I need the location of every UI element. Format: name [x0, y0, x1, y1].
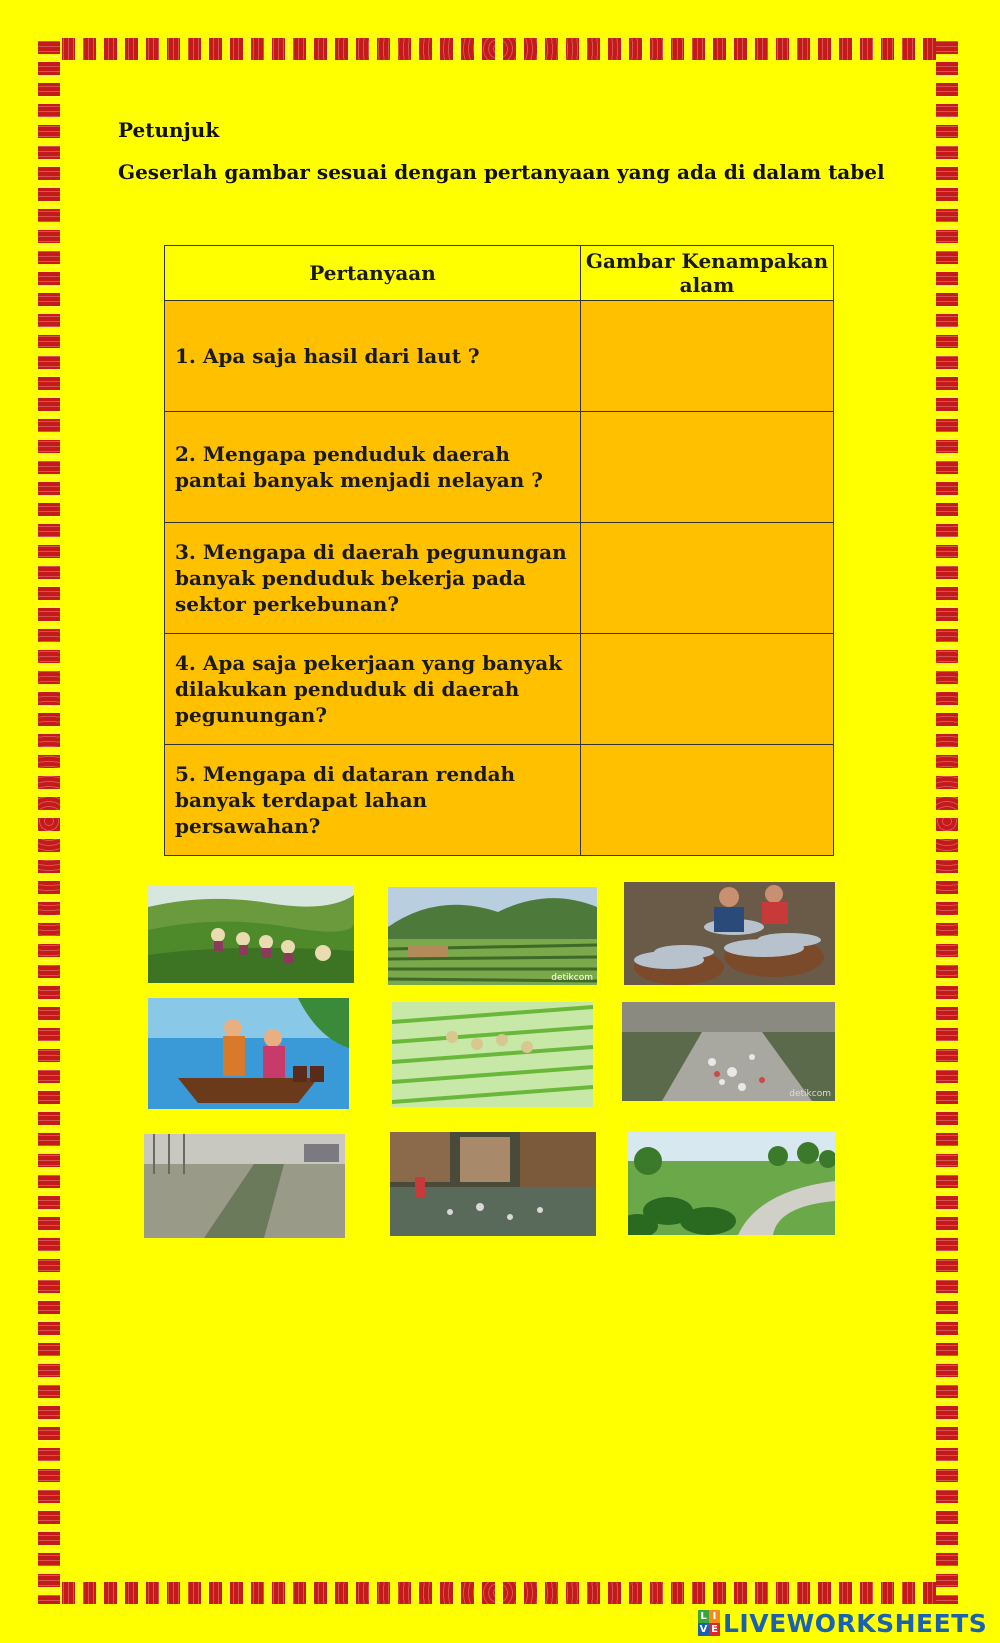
decorative-border-right	[936, 38, 958, 1604]
answer-dropzone-5[interactable]	[581, 745, 834, 856]
image-caption: detikcom	[789, 1089, 831, 1099]
table-row	[165, 412, 834, 523]
liveworksheets-logo	[698, 1608, 987, 1638]
decorative-border-bottom	[38, 1582, 958, 1604]
logo-mark-letter: L	[698, 1610, 709, 1623]
answer-dropzone-4[interactable]	[581, 634, 834, 745]
question-cell-1: 1. Apa saja hasil dari laut ?	[165, 301, 581, 412]
logo-mark-icon	[698, 1610, 720, 1636]
logo-mark-letter: V	[699, 1624, 708, 1635]
table-row	[165, 301, 834, 412]
draggable-image-valley-fields[interactable]	[388, 887, 597, 985]
answer-dropzone-1[interactable]	[581, 301, 834, 412]
logo-mark-letter: I	[709, 1610, 720, 1623]
instructions-text: Geserlah gambar sesuai dengan pertanyaan yang ada di dalam tabel	[118, 160, 885, 184]
decorative-border-left	[38, 38, 60, 1604]
table-row	[165, 523, 834, 634]
draggable-image-fishermen-painting[interactable]	[148, 998, 349, 1109]
draggable-image-tea-plantation[interactable]	[148, 885, 354, 983]
draggable-image-rice-planting[interactable]	[392, 1002, 593, 1107]
table-header-row	[165, 246, 834, 301]
logo-mark-letter: E	[709, 1623, 720, 1636]
image-caption: detikcom	[551, 973, 593, 983]
draggable-image-fish-market[interactable]	[624, 882, 835, 985]
question-table	[164, 245, 834, 856]
draggable-image-polluted-river[interactable]	[622, 1002, 835, 1101]
instructions-title: Petunjuk	[118, 118, 220, 142]
question-cell-2: 2. Mengapa penduduk daerah pantai banyak menjadi nelayan ?	[165, 412, 581, 523]
draggable-image-clean-park[interactable]	[628, 1131, 835, 1235]
draggable-image-clogged-drain[interactable]	[144, 1134, 345, 1238]
question-cell-5: 5. Mengapa di dataran rendah banyak terdapat lahan persawahan?	[165, 745, 581, 856]
header-gambar: Gambar Kenampakan alam	[581, 246, 834, 301]
question-cell-4: 4. Apa saja pekerjaan yang banyak dilakukan penduduk di daerah pegunungan?	[165, 634, 581, 745]
answer-dropzone-2[interactable]	[581, 412, 834, 523]
header-pertanyaan: Pertanyaan	[165, 246, 581, 301]
decorative-border-top	[38, 38, 958, 60]
draggable-image-slum-water[interactable]	[390, 1132, 596, 1236]
logo-text: LIVEWORKSHEETS	[723, 1608, 988, 1638]
question-cell-3: 3. Mengapa di daerah pegunungan banyak penduduk bekerja pada sektor perkebunan?	[165, 523, 581, 634]
table-row	[165, 745, 834, 856]
answer-dropzone-3[interactable]	[581, 523, 834, 634]
table-row	[165, 634, 834, 745]
